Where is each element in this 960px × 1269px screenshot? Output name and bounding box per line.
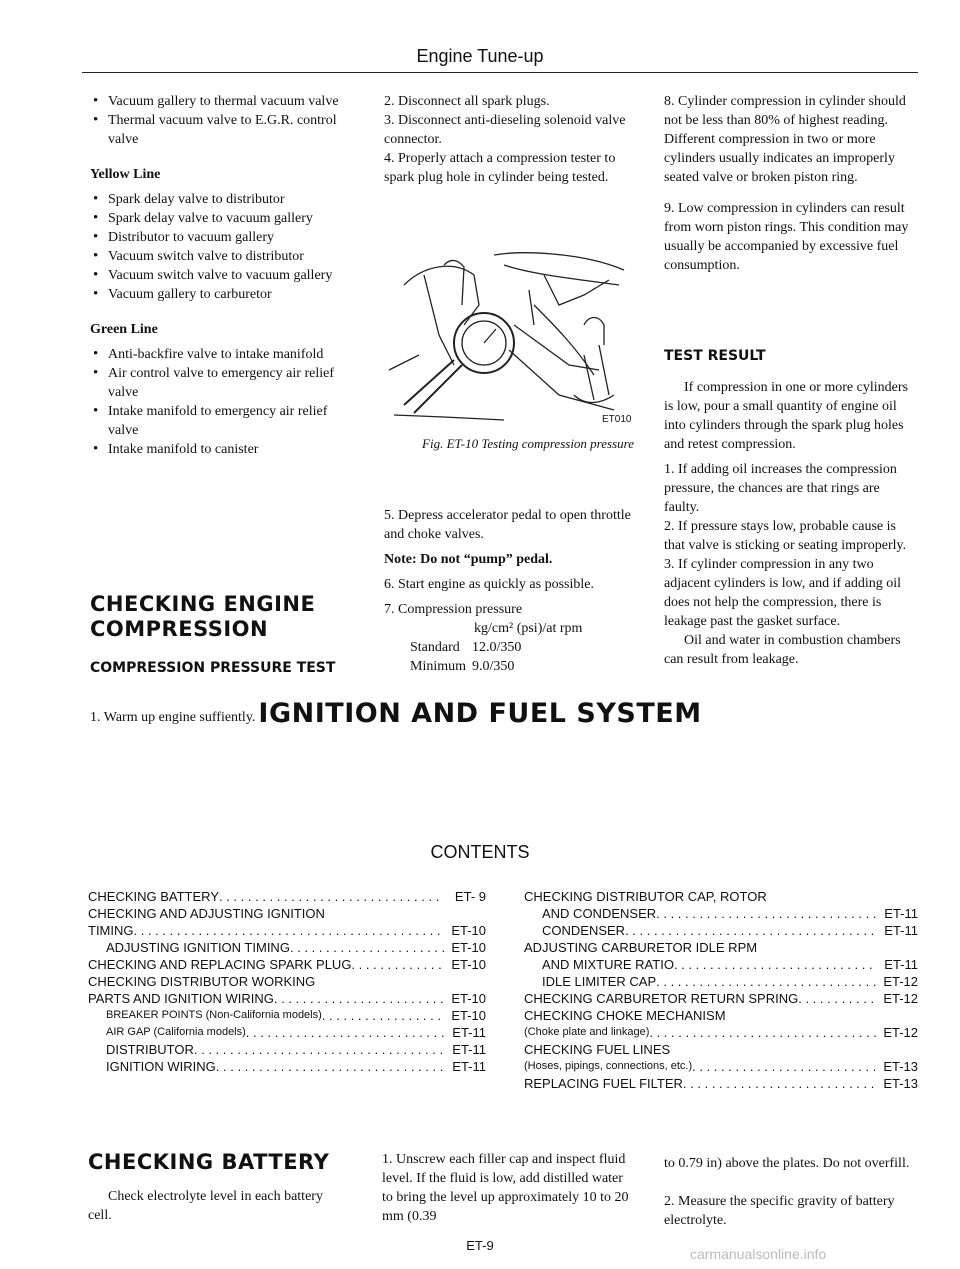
toc-page: ET-11 [884, 923, 918, 938]
list-item: • Distributor to vacuum gallery [90, 228, 352, 247]
step-8: 8. Cylinder compression in cylinder should not be less than 80% of highest reading. Different compression in two or more cylinders usually indicates an improperly seated valve or broken piston ring. [664, 94, 906, 185]
toc-label: AND MIXTURE RATIO [542, 957, 674, 972]
toc-leader [674, 956, 876, 973]
green-line-list [90, 345, 352, 459]
toc-entry [524, 1041, 918, 1058]
green-line-heading: Green Line [90, 322, 158, 337]
page-number: ET-9 [466, 1238, 494, 1253]
toc-page: ET-12 [883, 974, 918, 989]
toc-right [524, 888, 918, 1092]
toc-page [876, 1007, 918, 1024]
toc-entry [524, 939, 918, 956]
list-item: • Intake manifold to canister [90, 440, 352, 459]
minimum-label: Minimum [410, 659, 467, 674]
yellow-line-heading: Yellow Line [90, 167, 161, 182]
toc-page [876, 939, 918, 956]
toc-page: ET-10 [451, 991, 486, 1006]
step-5: 5. Depress accelerator pedal to open throttle and choke valves. [384, 508, 631, 542]
toc-label: CHECKING DISTRIBUTOR WORKING [88, 974, 316, 989]
compression-tester-illustration [384, 245, 636, 430]
test-result-heading: TEST RESULT [664, 348, 766, 364]
header-rule [82, 72, 918, 73]
checking-engine-compression-heading: CHECKING ENGINE COMPRESSION [90, 592, 316, 641]
toc-leader [757, 939, 876, 956]
toc-label: TIMING [88, 923, 134, 938]
column-2-top [384, 92, 636, 187]
toc-entry [88, 922, 486, 939]
toc-entry [88, 939, 486, 956]
toc-leader [274, 990, 444, 1007]
toc-entry [88, 1024, 486, 1041]
toc-page: ET-11 [452, 1042, 486, 1057]
yellow-line-list [90, 190, 352, 304]
toc-label: CHECKING BATTERY [88, 889, 219, 904]
list-item: • Spark delay valve to distributor [90, 190, 352, 209]
toc-label: AND CONDENSER [542, 906, 657, 921]
toc-entry [88, 1007, 486, 1024]
toc-page: ET-12 [883, 1025, 918, 1040]
list-item: • Vacuum gallery to thermal vacuum valve [90, 92, 352, 111]
step-6: 6. Start engine as quickly as possible. [384, 577, 594, 592]
toc-label: AIR GAP (California models) [106, 1026, 246, 1038]
toc-label: (Hoses, pipings, connections, etc.) [524, 1060, 693, 1072]
toc-label: DISTRIBUTOR [106, 1042, 194, 1057]
toc-label: BREAKER POINTS (Non-California models) [106, 1009, 322, 1021]
toc-leader [134, 922, 445, 939]
result-4: Oil and water in combustion chambers can result from leakage. [664, 633, 901, 667]
toc-label: CHECKING AND REPLACING SPARK PLUG [88, 957, 352, 972]
step-9: 9. Low compression in cylinders can result from worn piston rings. This condition may usually be accompanied by excessive fuel consumption. [664, 201, 909, 273]
step-1: 1. Warm up engine suffiently. [90, 710, 256, 725]
toc-page: ET-11 [452, 1025, 486, 1040]
toc-leader [625, 922, 876, 939]
toc-label: CONDENSER [542, 923, 626, 938]
toc-leader [683, 1075, 876, 1092]
result-3: 3. If cylinder compression in any two adjacent cylinders is low, and if adding oil does not help the compression, there is leakage past the gasket surface. [664, 557, 902, 629]
toc-page: ET-13 [883, 1059, 918, 1074]
standard-value: 12.0/350 [472, 640, 522, 655]
figure-code: ET010 [602, 414, 632, 425]
toc-label: REPLACING FUEL FILTER [524, 1076, 683, 1091]
battery-step-1: 1. Unscrew each filler cap and inspect fluid level. If the fluid is low, add distilled water to bring the level up approximately 10 to 20 mm (0.39 [382, 1152, 629, 1224]
toc-leader [656, 905, 876, 922]
standard-row [384, 638, 636, 657]
toc-leader [216, 1058, 444, 1075]
toc-entry [524, 1024, 918, 1041]
toc-entry [88, 1058, 486, 1075]
toc-entry [524, 922, 918, 939]
list-item: • Air control valve to emergency air relief valve [90, 364, 352, 402]
minimum-row [384, 657, 636, 676]
toc-entry [524, 973, 918, 990]
toc-leader [670, 1041, 876, 1058]
list-item: • Thermal vacuum valve to E.G.R. control valve [90, 111, 352, 149]
toc-leader [315, 973, 444, 990]
step-2: 2. Disconnect all spark plugs. [384, 94, 550, 109]
toc-page: ET- 9 [454, 889, 486, 904]
units: kg/cm² (psi)/at rpm [474, 621, 583, 636]
battery-step-1-continued: to 0.79 in) above the plates. Do not overfill. [664, 1156, 910, 1171]
toc-label: ADJUSTING IGNITION TIMING [106, 940, 290, 955]
contents-title: CONTENTS [430, 842, 530, 862]
note: Note: Do not “pump” pedal. [384, 552, 553, 567]
toc-page: ET-11 [452, 1059, 486, 1074]
toc-page: ET-13 [883, 1076, 918, 1091]
column-1 [90, 92, 352, 459]
toc-leader [351, 956, 444, 973]
toc-leader [290, 939, 444, 956]
toc-entry [88, 956, 486, 973]
result-2: 2. If pressure stays low, probable cause is that valve is sticking or seating improperly. [664, 519, 907, 553]
result-1: 1. If adding oil increases the compression pressure, the chances are that rings are faulty. [664, 462, 897, 515]
bullets-top [90, 92, 352, 149]
toc-leader [798, 990, 876, 1007]
toc-label: PARTS AND IGNITION WIRING [88, 991, 274, 1006]
test-result-body [664, 378, 918, 669]
toc-label: CHECKING CHOKE MECHANISM [524, 1008, 726, 1023]
toc-label: IGNITION WIRING [106, 1059, 216, 1074]
step-4: 4. Properly attach a compression tester to spark plug hole in cylinder being tested. [384, 151, 616, 185]
battery-step-2: 2. Measure the specific gravity of battery electrolyte. [664, 1194, 895, 1228]
list-item: • Vacuum switch valve to distributor [90, 247, 352, 266]
toc-label: CHECKING CARBURETOR RETURN SPRING [524, 991, 799, 1006]
standard-label: Standard [410, 640, 460, 655]
toc-left [88, 888, 486, 1075]
toc-page [876, 1041, 918, 1058]
toc-page: ET-11 [884, 957, 918, 972]
checking-battery-heading: CHECKING BATTERY [88, 1150, 330, 1174]
step-3: 3. Disconnect anti-dieseling solenoid valve connector. [384, 113, 626, 147]
toc-entry [88, 1041, 486, 1058]
toc-page: ET-12 [883, 991, 918, 1006]
toc-label: (Choke plate and linkage) [524, 1026, 650, 1038]
column-2-bottom [384, 506, 636, 676]
toc-entry [524, 905, 918, 922]
minimum-value: 9.0/350 [472, 659, 515, 674]
toc-page: ET-11 [884, 906, 918, 921]
toc-entry [524, 1007, 918, 1024]
toc-entry [524, 888, 918, 905]
compression-pressure-test-heading: COMPRESSION PRESSURE TEST [90, 660, 336, 676]
figure-caption: Fig. ET-10 Testing compression pressure [422, 436, 634, 451]
column-3 [664, 92, 918, 281]
list-item: • Spark delay valve to vacuum gallery [90, 209, 352, 228]
toc-leader [219, 888, 444, 905]
page-header: Engine Tune-up [416, 46, 544, 66]
toc-leader [194, 1041, 444, 1058]
watermark[interactable]: carmanualsonline.info [690, 1246, 827, 1262]
battery-intro: Check electrolyte level in each battery cell. [88, 1189, 323, 1223]
toc-leader [649, 1024, 876, 1041]
step-7: 7. Compression pressure [384, 602, 523, 617]
toc-page: ET-10 [451, 923, 486, 938]
list-item: • Anti-backfire valve to intake manifold [90, 345, 352, 364]
result-intro: If compression in one or more cylinders is low, pour a small quantity of engine oil into cylinders through the spark plug holes and retest compression. [664, 380, 908, 452]
toc-page: ET-10 [451, 940, 486, 955]
toc-entry [524, 956, 918, 973]
toc-label: CHECKING FUEL LINES [524, 1042, 671, 1057]
toc-entry [88, 905, 486, 922]
toc-entry [88, 973, 486, 990]
toc-leader [246, 1024, 444, 1041]
toc-entry [88, 888, 486, 905]
toc-leader [325, 905, 444, 922]
toc-leader [322, 1007, 444, 1024]
toc-page [444, 905, 486, 922]
toc-page [876, 888, 918, 905]
toc-label: CHECKING DISTRIBUTOR CAP, ROTOR [524, 889, 767, 904]
toc-label: CHECKING AND ADJUSTING IGNITION [88, 906, 325, 921]
toc-entry [524, 990, 918, 1007]
toc-page: ET-10 [451, 1008, 486, 1023]
list-item: • Vacuum switch valve to vacuum gallery [90, 266, 352, 285]
section-title: IGNITION AND FUEL SYSTEM [258, 698, 702, 729]
toc-page: ET-10 [451, 957, 486, 972]
toc-label: IDLE LIMITER CAP [542, 974, 657, 989]
toc-label: ADJUSTING CARBURETOR IDLE RPM [524, 940, 758, 955]
toc-leader [726, 1007, 876, 1024]
list-item: • Vacuum gallery to carburetor [90, 285, 352, 304]
toc-entry [88, 990, 486, 1007]
toc-leader [656, 973, 876, 990]
toc-leader [767, 888, 876, 905]
toc-entry [524, 1058, 918, 1075]
toc-entry [524, 1075, 918, 1092]
toc-leader [692, 1058, 876, 1075]
list-item: • Intake manifold to emergency air relief valve [90, 402, 352, 440]
toc-page [444, 973, 486, 990]
